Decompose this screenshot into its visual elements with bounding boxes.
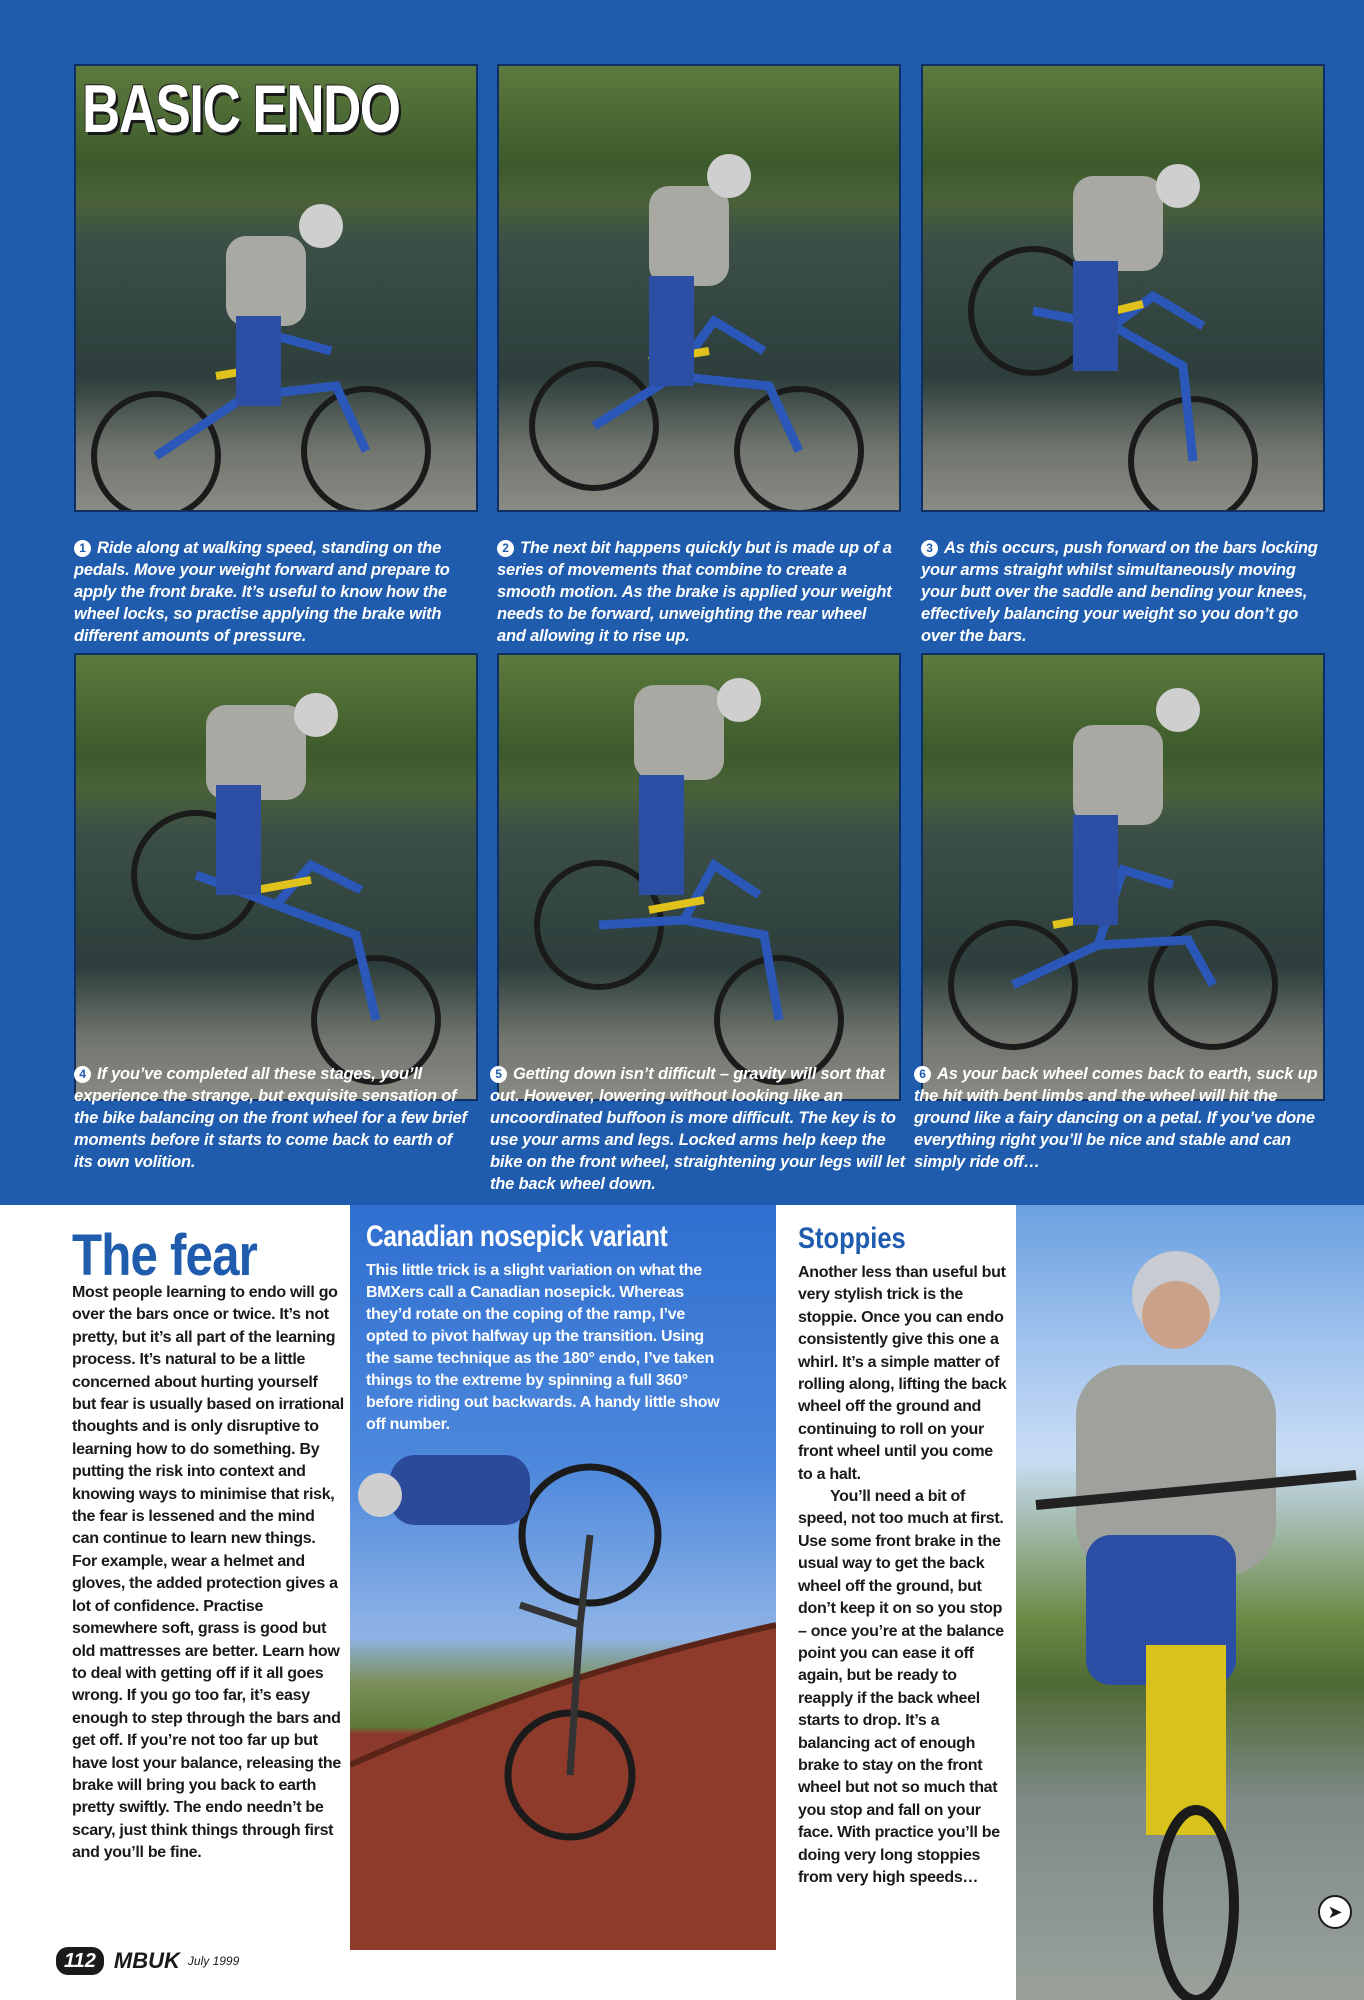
stoppie-photo (1016, 1205, 1364, 2000)
step-text: As your back wheel comes back to earth, suck up the hit with bent limbs and the wheel will hit the ground like a fairy dancing on a petal. If you’ve done everything right you’ll be nice and stable and can simply ride off… (914, 1065, 1318, 1171)
arrow-right-icon: ➤ (1318, 1895, 1352, 1929)
step-caption-3 (921, 537, 1321, 647)
fear-body: Most people learning to endo will go over the bars once or twice. It’s not pretty, but it’s all part of the learning process. It’s natural to be a little concerned about hurting yourself but fear is usually based on irrational thoughts and is only disruptive to learning how to do something. By putting the risk into context and knowing ways to minimise that risk, the fear is lessened and the mind can continue to learn new things. For example, wear a helmet and gloves, the added protection gives a lot of confidence. Practise somewhere soft, grass is good but old mattresses are better. Learn how to deal with getting off if it all goes wrong. If you go too far, it’s easy enough to step through the bars and get off. If you’re not too far up but have lost your balance, releasing the brake will bring you back to earth pretty swiftly. The endo needn’t be scary, just think things through first and you’ll be fine. (72, 1284, 344, 1862)
nosepick-title: Canadian nosepick variant (366, 1220, 668, 1253)
step-number: 5 (490, 1066, 507, 1083)
endo-photo-5 (497, 653, 901, 1101)
magazine-name: MBUK (113, 1948, 180, 1973)
article-title: BASIC ENDO (82, 71, 400, 147)
page-footer (56, 1946, 239, 1976)
step-text: As this occurs, push forward on the bars locking your arms straight whilst simultaneously moving your butt over the saddle and bending your knees, effectively balancing your weight so you don’t go over the bars. (921, 539, 1318, 645)
step-caption-6 (914, 1063, 1324, 1173)
page-number: 112 (56, 1947, 104, 1975)
step-number: 3 (921, 540, 938, 557)
nosepick-body: This little trick is a slight variation on what the BMXers call a Canadian nosepick. Whereas they’d rotate on the coping of the ramp, I’ve opted to pivot halfway up the transition. Using the same technique as the 180° endo, I’ve taken things to the extreme by spinning a full 360° before riding out backwards. A handy little show off number. (366, 1262, 720, 1433)
step-caption-5 (490, 1063, 905, 1195)
endo-photo-2 (497, 64, 901, 512)
step-number: 6 (914, 1066, 931, 1083)
stoppies-paragraph-2: You’ll need a bit of speed, not too much at first. Use some front brake in the usual way to get the back wheel off the ground, but don’t keep it on so you stop – once you’re at the balance point you can ease it off again, but be ready to reapply if the back wheel starts to drop. It’s a balancing act of enough brake to stay on the front wheel but not so much that you stop and fall on your face. With practice you’ll be doing very long stoppies from very high speeds… (798, 1488, 1004, 1886)
step-text: The next bit happens quickly but is made up of a series of movements that combine to create a smooth motion. As the brake is applied your weight needs to be forward, unweighting the rear wheel and allowing it to rise up. (497, 539, 892, 645)
stoppies-body (798, 1262, 1010, 1889)
issue-date: July 1999 (187, 1954, 240, 1968)
stoppies-title: Stoppies (798, 1222, 906, 1255)
step-text: If you’ve completed all these stages, you’ll experience the strange, but exquisite sensation of the bike balancing on the front wheel for a few brief moments before it starts to come back to earth of its own volition. (74, 1065, 467, 1171)
endo-photo-4 (74, 653, 478, 1101)
endo-photo-6 (921, 653, 1325, 1101)
step-number: 1 (74, 540, 91, 557)
step-number: 2 (497, 540, 514, 557)
stoppies-paragraph-1: Another less than useful but very stylish trick is the stoppie. Once you can endo consistently give this one a whirl. It’s a simple matter of rolling along, lifting the back wheel off the ground and continuing to roll on your front wheel until you come to a halt. (798, 1264, 1007, 1483)
endo-photo-3 (921, 64, 1325, 512)
step-caption-2 (497, 537, 897, 647)
step-caption-1 (74, 537, 474, 647)
step-text: Getting down isn’t difficult – gravity will sort that out. However, lowering without looking like an uncoordinated buffoon is more difficult. The key is to use your arms and legs. Locked arms help keep the bike on the front wheel, straightening your legs will let the back wheel down. (490, 1065, 905, 1193)
step-number: 4 (74, 1066, 91, 1083)
step-caption-4 (74, 1063, 474, 1173)
fear-title: The fear (72, 1223, 257, 1288)
step-text: Ride along at walking speed, standing on the pedals. Move your weight forward and prepare to apply the front brake. It’s useful to know how the wheel locks, so practise applying the brake with different amounts of pressure. (74, 539, 450, 645)
